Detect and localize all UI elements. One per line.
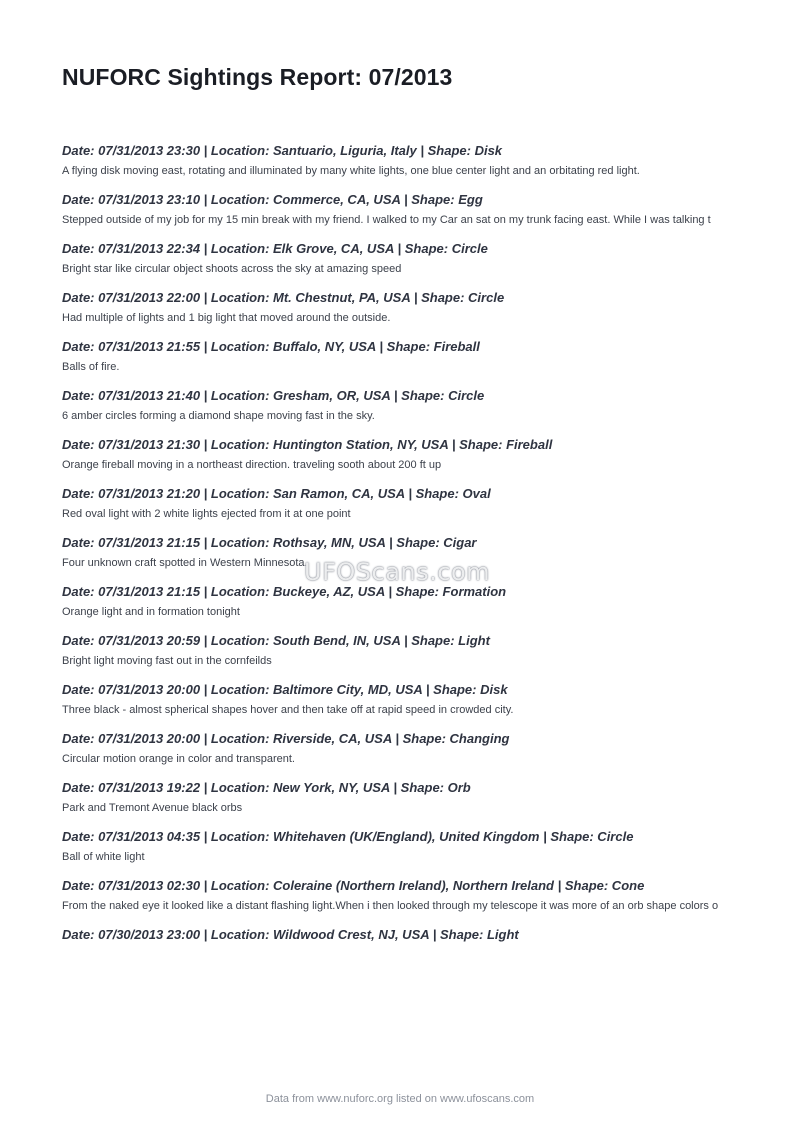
page-title: NUFORC Sightings Report: 07/2013: [62, 64, 453, 90]
sighting-entry: [62, 682, 752, 718]
sighting-description: A flying disk moving east, rotating and illuminated by many white lights, one blue center light and an orbitating red light.: [62, 165, 640, 177]
sighting-description: Balls of fire.: [62, 361, 120, 373]
sighting-header: Date: 07/30/2013 23:00 | Location: Wildwood Crest, NJ, USA | Shape: Light: [62, 927, 519, 942]
sighting-description: Bright star like circular object shoots across the sky at amazing speed: [62, 263, 402, 275]
sighting-entry: [62, 143, 752, 179]
sighting-header: Date: 07/31/2013 21:55 | Location: Buffalo, NY, USA | Shape: Fireball: [62, 339, 480, 354]
sighting-description: Bright light moving fast out in the cornfeilds: [62, 655, 272, 667]
sighting-header: Date: 07/31/2013 02:30 | Location: Coleraine (Northern Ireland), Northern Ireland | Shape: Cone: [62, 878, 645, 893]
watermark-logo: UFOScans.com: [304, 558, 490, 586]
sighting-header: Date: 07/31/2013 21:40 | Location: Gresham, OR, USA | Shape: Circle: [62, 388, 485, 403]
sighting-description: Orange light and in formation tonight: [62, 606, 240, 618]
sighting-header: Date: 07/31/2013 21:20 | Location: San Ramon, CA, USA | Shape: Oval: [62, 486, 491, 501]
sighting-entry: [62, 192, 752, 228]
sighting-header: Date: 07/31/2013 20:00 | Location: Baltimore City, MD, USA | Shape: Disk: [62, 682, 508, 697]
sighting-entry: [62, 290, 752, 326]
sighting-description: 6 amber circles forming a diamond shape moving fast in the sky.: [62, 410, 375, 422]
sighting-description: Had multiple of lights and 1 big light that moved around the outside.: [62, 312, 391, 324]
sighting-header: Date: 07/31/2013 19:22 | Location: New York, NY, USA | Shape: Orb: [62, 780, 471, 795]
sighting-description: Circular motion orange in color and transparent.: [62, 753, 295, 765]
sighting-header: Date: 07/31/2013 20:59 | Location: South Bend, IN, USA | Shape: Light: [62, 633, 490, 648]
sighting-description: [62, 947, 752, 963]
sighting-entry: [62, 437, 752, 473]
sighting-header: Date: 07/31/2013 21:15 | Location: Buckeye, AZ, USA | Shape: Formation: [62, 584, 507, 599]
sighting-entry: [62, 486, 752, 522]
page-footer: Data from www.nuforc.org listed on www.ufoscans.com: [265, 1093, 535, 1105]
sighting-description: Four unknown craft spotted in Western Minnesota.: [62, 557, 308, 569]
sighting-description: Park and Tremont Avenue black orbs: [62, 802, 243, 814]
sighting-header: Date: 07/31/2013 23:10 | Location: Commerce, CA, USA | Shape: Egg: [62, 192, 483, 207]
sighting-entry: [62, 780, 752, 816]
sighting-description: Red oval light with 2 white lights ejected from it at one point: [62, 508, 351, 520]
sighting-header: Date: 07/31/2013 22:34 | Location: Elk Grove, CA, USA | Shape: Circle: [62, 241, 488, 256]
sighting-description: Ball of white light: [62, 851, 145, 863]
sighting-header: Date: 07/31/2013 23:30 | Location: Santuario, Liguria, Italy | Shape: Disk: [62, 143, 503, 158]
sighting-header: Date: 07/31/2013 20:00 | Location: Riverside, CA, USA | Shape: Changing: [62, 731, 510, 746]
sighting-entry: [62, 829, 752, 865]
sighting-entry: [62, 633, 752, 669]
sighting-entry: [62, 388, 752, 424]
sighting-header: Date: 07/31/2013 21:15 | Location: Rothsay, MN, USA | Shape: Cigar: [62, 535, 477, 550]
sighting-entry: [62, 241, 752, 277]
sighting-header: Date: 07/31/2013 22:00 | Location: Mt. Chestnut, PA, USA | Shape: Circle: [62, 290, 505, 305]
sighting-description: Three black - almost spherical shapes hover and then take off at rapid speed in crowded city.: [62, 704, 514, 716]
sighting-entry: [62, 731, 752, 767]
sighting-header: Date: 07/31/2013 21:30 | Location: Huntington Station, NY, USA | Shape: Fireball: [62, 437, 553, 452]
sighting-entry: [62, 878, 752, 914]
sighting-entry: [62, 584, 752, 620]
sighting-entry: [62, 927, 752, 963]
sighting-entry: [62, 339, 752, 375]
sighting-description: Orange fireball moving in a northeast direction. traveling sooth about 200 ft up: [62, 459, 442, 471]
sighting-description: From the naked eye it looked like a distant flashing light.When i then looked through my telescope it was more of an orb shape colors o: [62, 900, 719, 912]
sighting-header: Date: 07/31/2013 04:35 | Location: Whitehaven (UK/England), United Kingdom | Shape: Circle: [62, 829, 634, 844]
sighting-description: Stepped outside of my job for my 15 min break with my friend. I walked to my Car an sat on my trunk facing east. While I was talking t: [62, 214, 711, 226]
